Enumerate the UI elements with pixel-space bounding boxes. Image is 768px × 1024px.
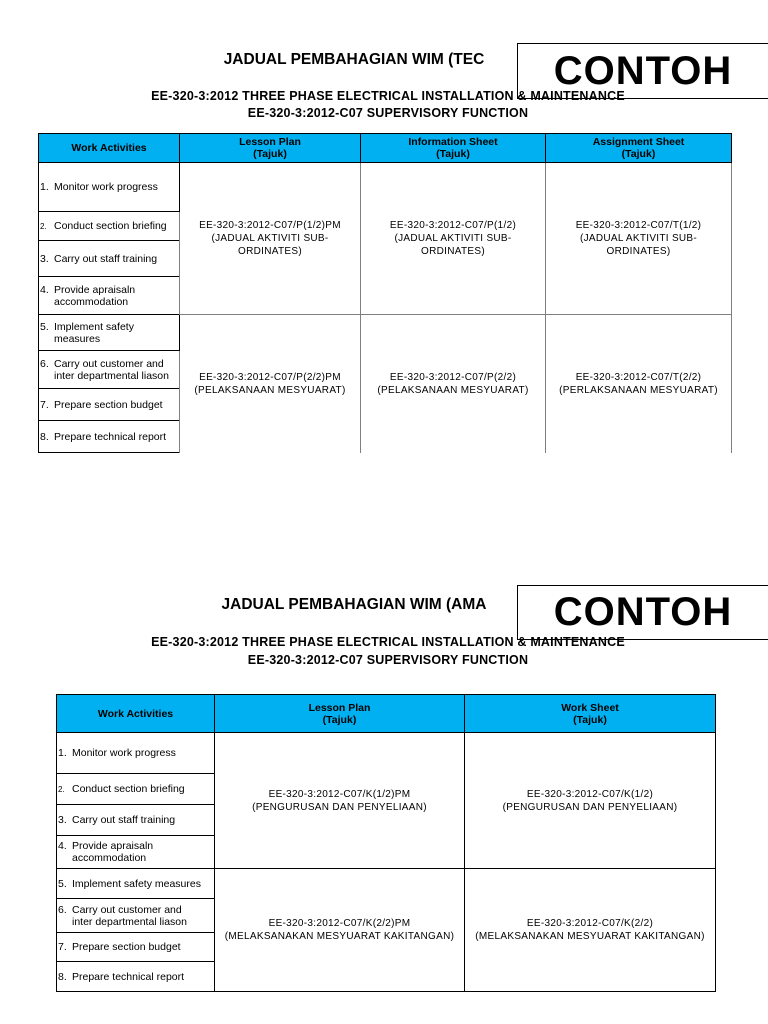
header-work-sheet: Work Sheet (Tajuk) (465, 695, 716, 733)
lesson-plan-group1: EE-320-3:2012-C07/P(1/2)PM (JADUAL AKTIVITI SUB- ORDINATES) (180, 163, 361, 315)
section2-title: JADUAL PEMBAHAGIAN WIM (AMA (221, 596, 487, 613)
information-sheet-group2: EE-320-3:2012-C07/P(2/2) (PELAKSANAAN MESYUARAT) (361, 315, 546, 453)
lesson-plan-group2: EE-320-3:2012-C07/K(2/2)PM (MELAKSANAKAN MESYUARAT KAKITANGAN) (215, 869, 465, 992)
activity-row: 2. Conduct section briefing (57, 774, 215, 805)
activity-row: 4. Provide apraisaln accommodation (57, 836, 215, 869)
header-information-sheet: Information Sheet (Tajuk) (361, 134, 546, 163)
header-lesson-plan: Lesson Plan (Tajuk) (215, 695, 465, 733)
activity-row: 7. Prepare section budget (57, 933, 215, 962)
lesson-plan-group2: EE-320-3:2012-C07/P(2/2)PM (PELAKSANAAN MESYUARAT) (180, 315, 361, 453)
activity-row: 5. Implement safety measures (57, 869, 215, 899)
activity-row: 6. Carry out customer and inter departmental liason (57, 899, 215, 933)
activity-row: 1. Monitor work progress (57, 733, 215, 774)
section1-title: JADUAL PEMBAHAGIAN WIM (TEC (223, 51, 485, 68)
activity-row: 5. Implement safety measures (39, 315, 180, 351)
section2-subtitle2: EE-320-3:2012-C07 SUPERVISORY FUNCTION (247, 653, 529, 667)
activity-row: 3. Carry out staff training (57, 805, 215, 836)
lesson-plan-group1: EE-320-3:2012-C07/K(1/2)PM (PENGURUSAN DAN PENYELIAAN) (215, 733, 465, 869)
contoh-stamp: CONTOH (517, 43, 768, 99)
activity-row: 8. Prepare technical report (39, 421, 180, 453)
activity-row: 4. Provide apraisaln accommodation (39, 277, 180, 315)
header-lesson-plan: Lesson Plan (Tajuk) (180, 134, 361, 163)
activity-row: 2. Conduct section briefing (39, 212, 180, 241)
information-sheet-group1: EE-320-3:2012-C07/P(1/2) (JADUAL AKTIVITI SUB- ORDINATES) (361, 163, 546, 315)
activity-row: 3. Carry out staff training (39, 241, 180, 277)
header-work-activities: Work Activities (57, 695, 215, 733)
assignment-sheet-group1: EE-320-3:2012-C07/T(1/2) (JADUAL AKTIVITI SUB- ORDINATES) (546, 163, 732, 315)
header-assignment-sheet: Assignment Sheet (Tajuk) (546, 134, 732, 163)
activity-row: 7. Prepare section budget (39, 389, 180, 421)
contoh-stamp: CONTOH (517, 585, 768, 640)
work-sheet-group1: EE-320-3:2012-C07/K(1/2) (PENGURUSAN DAN PENYELIAAN) (465, 733, 716, 869)
section2-subtitle1: EE-320-3:2012 THREE PHASE ELECTRICAL INSTALLATION & MAINTENANCE (151, 635, 625, 649)
work-sheet-group2: EE-320-3:2012-C07/K(2/2) (MELAKSANAKAN MESYUARAT KAKITANGAN) (465, 869, 716, 992)
activity-row: 8. Prepare technical report (57, 962, 215, 992)
section1-table (38, 133, 732, 453)
section1-subtitle2: EE-320-3:2012-C07 SUPERVISORY FUNCTION (247, 106, 529, 120)
header-work-activities: Work Activities (39, 134, 180, 163)
section1-subtitle1: EE-320-3:2012 THREE PHASE ELECTRICAL INSTALLATION & MAINTENANCE (151, 89, 625, 103)
activity-row: 1. Monitor work progress (39, 163, 180, 212)
activity-row: 6. Carry out customer and inter departmental liason (39, 351, 180, 389)
assignment-sheet-group2: EE-320-3:2012-C07/T(2/2) (PERLAKSANAAN MESYUARAT) (546, 315, 732, 453)
section2-table (56, 694, 716, 992)
